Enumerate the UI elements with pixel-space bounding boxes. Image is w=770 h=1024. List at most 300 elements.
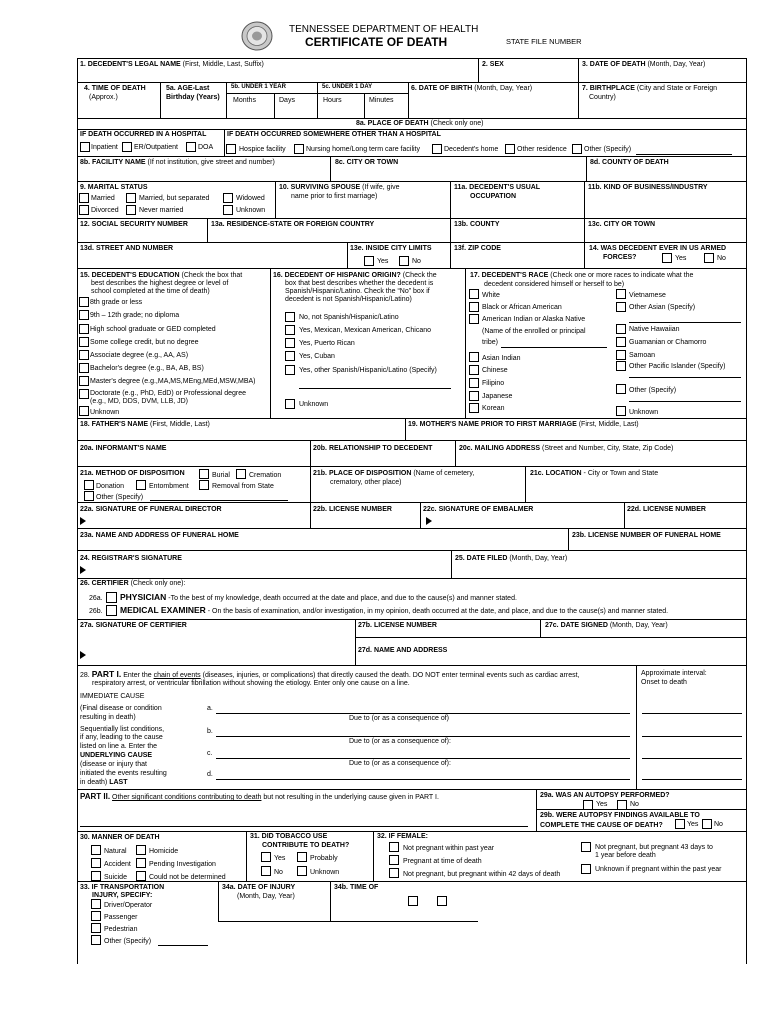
transport-option-label: Pedestrian xyxy=(104,926,138,933)
race-option-label: Filipino xyxy=(482,380,505,387)
interval-line-d[interactable] xyxy=(642,779,742,780)
row-line xyxy=(77,181,746,182)
edu-unknown-checkbox[interactable] xyxy=(79,406,89,416)
tobacco-no-label: No xyxy=(274,869,283,876)
days-label: Days xyxy=(279,97,295,104)
decedents-home-label: Decedent's home xyxy=(444,146,499,153)
pregnancy-none-checkbox[interactable] xyxy=(389,842,399,852)
divider xyxy=(355,619,356,665)
disposition-other-checkbox[interactable] xyxy=(84,491,94,501)
autopsy-no-label: No xyxy=(630,801,639,808)
field-19-label: 19. MOTHER'S NAME PRIOR TO FIRST MARRIAGE (First, Middle, Last) xyxy=(408,421,639,428)
signature-arrow-icon xyxy=(80,517,86,525)
race-japanese-checkbox[interactable] xyxy=(469,391,479,401)
divider xyxy=(207,218,208,242)
field-23b-label: 23b. LICENSE NUMBER OF FUNERAL HOME xyxy=(572,532,721,539)
tobacco-yes-checkbox[interactable] xyxy=(261,852,271,862)
city-limits-yes-checkbox[interactable] xyxy=(364,256,374,266)
race-option-label: Guamanian or Chamorro xyxy=(629,339,707,346)
field-13a-label: 13a. RESIDENCE-STATE OR FOREIGN COUNTRY xyxy=(211,221,375,228)
field-21c-label: 21c. LOCATION - City or Town and State xyxy=(530,470,659,477)
cause-line-d[interactable] xyxy=(216,779,630,780)
frame-left xyxy=(77,58,78,964)
row-line xyxy=(77,118,746,119)
row-line xyxy=(77,528,746,529)
field-11a-label: 11a. DECEDENT'S USUAL xyxy=(454,184,541,191)
divider xyxy=(224,129,225,156)
manner-suicide-checkbox[interactable] xyxy=(91,871,101,881)
widowed-label: Widowed xyxy=(236,195,265,202)
field-25-label: 25. DATE FILED (Month, Day, Year) xyxy=(455,555,568,562)
removal-checkbox[interactable] xyxy=(199,480,209,490)
removal-label: Removal from State xyxy=(212,483,274,490)
field-5a-label: 5a. AGE-Last xyxy=(166,85,210,92)
field-22d-label: 22d. LICENSE NUMBER xyxy=(627,506,706,513)
divider xyxy=(568,528,569,550)
line-b-label: b. xyxy=(207,728,213,735)
field-7-sub: Country) xyxy=(589,94,616,101)
field-23a-label: 23a. NAME AND ADDRESS OF FUNERAL HOME xyxy=(80,532,239,539)
medical-examiner-checkbox[interactable] xyxy=(106,605,117,616)
hisp-option-label: No, not Spanish/Hispanic/Latino xyxy=(299,314,399,321)
field-15-sub1: best describes the highest degree or level of xyxy=(91,280,229,287)
divorced-checkbox[interactable] xyxy=(79,205,89,215)
never-married-checkbox[interactable] xyxy=(126,205,136,215)
transport-driver-checkbox[interactable] xyxy=(91,899,101,909)
physician-checkbox[interactable] xyxy=(106,592,117,603)
hisp-option-label: Unknown xyxy=(299,401,329,408)
cremation-checkbox[interactable] xyxy=(236,469,246,479)
field-16-sub2: Spanish/Hispanic/Latino. Check the “No” box if xyxy=(285,288,430,295)
state-seal xyxy=(241,21,273,51)
medical-examiner-text: MEDICAL EXAMINER - On the basis of examination, and/or investigation, in my opinion, death occurred at the date, and place, and due to the cause(s) and manner stated. xyxy=(120,605,669,615)
race-other-line[interactable] xyxy=(629,401,741,402)
line-a-label: a. xyxy=(207,705,213,712)
inpatient-label: Inpatient xyxy=(91,144,118,151)
field-16-label: 16. DECEDENT OF HISPANIC ORIGIN? (Check the xyxy=(273,272,437,279)
race-tribe-line[interactable] xyxy=(501,347,607,348)
findings-yes-label: Yes xyxy=(687,821,699,828)
physician-text: PHYSICIAN -To the best of my knowledge, death occurred at the date and place, and due to the cause(s) and manner stated. xyxy=(120,592,517,602)
race-option-label: Unknown xyxy=(629,409,659,416)
race-asian-indian-checkbox[interactable] xyxy=(469,352,479,362)
race-option-label: Samoan xyxy=(629,352,656,359)
divider xyxy=(218,881,219,921)
other-place-checkbox[interactable] xyxy=(572,144,582,154)
findings-no-checkbox[interactable] xyxy=(702,819,712,829)
injury-time-am-checkbox[interactable] xyxy=(408,896,418,906)
pregnancy-42-days-checkbox[interactable] xyxy=(389,868,399,878)
burial-checkbox[interactable] xyxy=(199,469,209,479)
race-other-asian-line[interactable] xyxy=(629,322,741,323)
divider xyxy=(540,619,541,637)
divider xyxy=(584,181,585,218)
race-option-label: Other Asian (Specify) xyxy=(629,304,696,311)
doa-checkbox[interactable] xyxy=(186,142,196,152)
divider xyxy=(525,466,526,502)
divider xyxy=(270,268,271,418)
sequential-label-3: listed on line a. Enter the xyxy=(80,743,158,750)
race-option-label: Chinese xyxy=(482,367,508,374)
entombment-label: Entombment xyxy=(149,483,189,490)
pregnancy-43-days-checkbox[interactable] xyxy=(581,842,591,852)
row-line xyxy=(77,82,746,83)
tobacco-no-checkbox[interactable] xyxy=(261,866,271,876)
field-14-label: 14. WAS DECEDENT EVER IN US ARMED xyxy=(589,245,727,252)
field-29a-label: 29a. WAS AN AUTOPSY PERFORMED? xyxy=(540,792,670,799)
nursing-home-checkbox[interactable] xyxy=(294,144,304,154)
race-korean-checkbox[interactable] xyxy=(469,403,479,413)
part-2-line[interactable] xyxy=(80,826,528,827)
interval-line-c[interactable] xyxy=(642,758,742,759)
signature-arrow-icon xyxy=(80,651,86,659)
armed-forces-yes-checkbox[interactable] xyxy=(662,253,672,263)
race-american-indian-checkbox[interactable] xyxy=(469,314,479,324)
race-option-label: American Indian or Alaska Native xyxy=(482,316,586,323)
field-15-label: 15. DECEDENT'S EDUCATION (Check the box that xyxy=(80,272,243,279)
married-checkbox[interactable] xyxy=(79,193,89,203)
edu-doctorate-sub: (e.g., MD, DDS, DVM, LLB, JD) xyxy=(90,398,189,405)
findings-yes-checkbox[interactable] xyxy=(675,819,685,829)
race-option-label: Asian Indian xyxy=(482,355,521,362)
manner-natural-label: Natural xyxy=(104,848,127,855)
manner-natural-checkbox[interactable] xyxy=(91,845,101,855)
row-line xyxy=(77,466,746,467)
line-d-label: d. xyxy=(207,771,213,778)
race-option-label: Other (Specify) xyxy=(629,387,677,394)
underlying-sub1: (disease or injury that xyxy=(80,761,147,768)
field-34a-sub: (Month, Day, Year) xyxy=(237,893,295,900)
field-22b-label: 22b. LICENSE NUMBER xyxy=(313,506,392,513)
tobacco-probably-label: Probably xyxy=(310,855,338,862)
signature-arrow-icon xyxy=(426,517,432,525)
race-option-label: Other Pacific Islander (Specify) xyxy=(629,363,726,370)
burial-label: Burial xyxy=(212,472,230,479)
row-line xyxy=(77,268,746,269)
edu-bachelor-checkbox[interactable] xyxy=(79,363,89,373)
married-separated-checkbox[interactable] xyxy=(126,193,136,203)
race-hawaiian-checkbox[interactable] xyxy=(616,324,626,334)
field-34a-label: 34a. DATE OF INJURY xyxy=(222,884,296,891)
field-30-label: 30. MANNER OF DEATH xyxy=(80,834,160,841)
field-20a-label: 20a. INFORMANT'S NAME xyxy=(80,445,167,452)
edu-master-checkbox[interactable] xyxy=(79,376,89,386)
field-5a-sub: Birthday (Years) xyxy=(166,94,220,101)
pregnancy-option-label: Not pregnant, but pregnant within 42 days of death xyxy=(403,871,561,878)
divider xyxy=(465,268,466,418)
field-13b-label: 13b. COUNTY xyxy=(454,221,500,228)
manner-accident-checkbox[interactable] xyxy=(91,858,101,868)
divider xyxy=(330,156,331,181)
divider xyxy=(160,82,161,118)
other-place-line[interactable] xyxy=(636,154,732,155)
decedents-home-checkbox[interactable] xyxy=(432,144,442,154)
underlying-cause-label: UNDERLYING CAUSE xyxy=(80,752,153,759)
minutes-label: Minutes xyxy=(369,97,394,104)
edu-doctorate-checkbox[interactable] xyxy=(79,389,89,399)
divider xyxy=(584,218,585,242)
married-label: Married xyxy=(91,195,115,202)
divider xyxy=(408,82,409,118)
divider xyxy=(420,502,421,528)
race-guamanian-checkbox[interactable] xyxy=(616,337,626,347)
divider xyxy=(455,440,456,466)
race-other-pacific-checkbox[interactable] xyxy=(616,361,626,371)
field-21a-label: 21a. METHOD OF DISPOSITION xyxy=(80,470,185,477)
field-26-label: 26. CERTIFIER (Check only one): xyxy=(80,580,186,587)
divider xyxy=(246,831,247,881)
entombment-checkbox[interactable] xyxy=(136,480,146,490)
transport-passenger-checkbox[interactable] xyxy=(91,911,101,921)
row-line xyxy=(77,619,746,620)
hisp-other-line[interactable] xyxy=(299,388,451,389)
field-27b-label: 27b. LICENSE NUMBER xyxy=(358,622,437,629)
months-label: Months xyxy=(233,97,256,104)
field-12-label: 12. SOCIAL SECURITY NUMBER xyxy=(80,221,188,228)
race-tribe-note-1: (Name of the enrolled or principal xyxy=(482,328,586,335)
manner-undetermined-label: Could not be determined xyxy=(149,874,226,881)
edu-hs-checkbox[interactable] xyxy=(79,324,89,334)
injury-time-pm-checkbox[interactable] xyxy=(437,896,447,906)
race-chinese-checkbox[interactable] xyxy=(469,365,479,375)
field-8c-label: 8c. CITY OR TOWN xyxy=(335,159,399,166)
department-name: TENNESSEE DEPARTMENT OF HEALTH xyxy=(289,24,479,35)
interval-line-b[interactable] xyxy=(642,736,742,737)
race-other-pacific-line[interactable] xyxy=(629,377,741,378)
divider xyxy=(584,242,585,268)
er-outpatient-label: ER/Outpatient xyxy=(134,144,178,151)
marital-unknown-label: Unknown xyxy=(236,207,266,214)
cremation-label: Cremation xyxy=(249,472,282,479)
cause-line-a[interactable] xyxy=(216,713,630,714)
other-residence-label: Other residence xyxy=(517,146,567,153)
field-17-label: 17. DECEDENT'S RACE (Check one or more races to indicate what the xyxy=(470,272,694,279)
field-27d-label: 27d. NAME AND ADDRESS xyxy=(358,647,448,654)
divider xyxy=(310,440,311,466)
sub-line xyxy=(355,637,746,638)
transport-option-label: Driver/Operator xyxy=(104,902,153,909)
row-line xyxy=(77,218,746,219)
divider xyxy=(274,93,275,118)
widowed-checkbox[interactable] xyxy=(223,193,233,203)
disposition-other-label: Other (Specify) xyxy=(96,494,144,501)
race-option-label: Black or African American xyxy=(482,304,562,311)
immediate-cause-sub1: (Final disease or condition xyxy=(80,705,162,712)
edu-some-college-checkbox[interactable] xyxy=(79,337,89,347)
field-29b-sub: COMPLETE THE CAUSE OF DEATH? xyxy=(540,822,663,829)
manner-homicide-label: Homicide xyxy=(149,848,179,855)
field-32-label: 32. IF FEMALE: xyxy=(377,833,428,840)
divider xyxy=(310,466,311,502)
field-5b-label: 5b. UNDER 1 YEAR xyxy=(231,84,286,90)
city-limits-yes-label: Yes xyxy=(377,258,389,265)
hisp-option-label: Yes, Mexican, Mexican American, Chicano xyxy=(299,327,432,334)
transport-pedestrian-checkbox[interactable] xyxy=(91,923,101,933)
field-29b-label: 29b. WERE AUTOPSY FINDINGS AVAILABLE TO xyxy=(540,812,700,819)
armed-forces-yes-label: Yes xyxy=(675,255,687,262)
pregnancy-option-sub: 1 year before death xyxy=(595,852,656,859)
hisp-cuban-checkbox[interactable] xyxy=(285,351,295,361)
field-21b-label: 21b. PLACE OF DISPOSITION (Name of cemetery, xyxy=(313,470,475,477)
due-to-label: Due to (or as a consequence of): xyxy=(349,760,451,767)
cause-line-c[interactable] xyxy=(216,758,630,759)
race-other-checkbox[interactable] xyxy=(616,384,626,394)
field-15-sub2: school completed at the time of death) xyxy=(91,288,210,295)
tobacco-unknown-label: Unknown xyxy=(310,869,340,876)
race-option-label: White xyxy=(482,292,500,299)
row-line xyxy=(77,789,746,790)
married-separated-label: Married, but separated xyxy=(139,195,210,202)
row-line xyxy=(77,418,746,419)
hisp-option-label: Yes, Cuban xyxy=(299,353,335,360)
race-black-checkbox[interactable] xyxy=(469,302,479,312)
field-31-sub: CONTRIBUTE TO DEATH? xyxy=(262,842,350,849)
row-line xyxy=(77,156,746,157)
field-10-sub: name prior to first marriage) xyxy=(291,193,378,200)
immediate-cause-sub2: resulting in death) xyxy=(80,714,136,721)
row-line xyxy=(77,550,746,551)
hospital-heading: IF DEATH OCCURRED IN A HOSPITAL xyxy=(80,131,207,138)
pregnancy-at-death-checkbox[interactable] xyxy=(389,855,399,865)
divider xyxy=(636,665,637,789)
divider xyxy=(586,156,587,181)
pregnancy-option-label: Not pregnant, but pregnant 43 days to xyxy=(595,844,713,851)
marital-unknown-checkbox[interactable] xyxy=(223,205,233,215)
edu-option-label: High school graduate or GED completed xyxy=(90,326,216,333)
divider xyxy=(310,502,311,528)
field-27a-label: 27a. SIGNATURE OF CERTIFIER xyxy=(80,622,187,629)
hisp-other-checkbox[interactable] xyxy=(285,365,295,375)
pregnancy-unknown-checkbox[interactable] xyxy=(581,864,591,874)
sub-line xyxy=(218,921,478,922)
hospice-label: Hospice facility xyxy=(239,146,286,153)
field-10-label: 10. SURVIVING SPOUSE (If wife, give xyxy=(279,184,400,191)
tobacco-yes-label: Yes xyxy=(274,855,286,862)
divider xyxy=(578,58,579,82)
nursing-home-label: Nursing home/Long term care facility xyxy=(306,146,420,153)
certificate-title: CERTIFICATE OF DEATH xyxy=(305,35,448,49)
field-6-label: 6. DATE OF BIRTH (Month, Day, Year) xyxy=(411,85,533,92)
hisp-mexican-checkbox[interactable] xyxy=(285,325,295,335)
due-to-label: Due to (or as a consequence of) xyxy=(349,715,450,722)
hospice-checkbox[interactable] xyxy=(226,144,236,154)
hisp-no-checkbox[interactable] xyxy=(285,312,295,322)
divider xyxy=(624,502,625,528)
transport-other-line[interactable] xyxy=(158,945,208,946)
field-22c-label: 22c. SIGNATURE OF EMBALMER xyxy=(423,506,534,513)
field-3-label: 3. DATE OF DEATH (Month, Day, Year) xyxy=(582,61,706,68)
manner-homicide-checkbox[interactable] xyxy=(136,845,146,855)
signature-arrow-icon xyxy=(80,566,86,574)
sub-line xyxy=(536,809,746,810)
field-11b-label: 11b. KIND OF BUSINESS/INDUSTRY xyxy=(588,184,708,191)
pregnancy-option-label: Unknown if pregnant within the past year xyxy=(595,866,722,873)
edu-option-label: Some college credit, but no degree xyxy=(90,339,199,346)
edu-8th-checkbox[interactable] xyxy=(79,297,89,307)
frame-top xyxy=(77,58,746,59)
manner-pending-label: Pending Investigation xyxy=(149,861,216,868)
field-5c-label: 5c. UNDER 1 DAY xyxy=(322,84,373,90)
manner-undetermined-checkbox[interactable] xyxy=(136,871,146,881)
hisp-unknown-checkbox[interactable] xyxy=(285,399,295,409)
inpatient-checkbox[interactable] xyxy=(80,142,90,152)
race-white-checkbox[interactable] xyxy=(469,289,479,299)
divider xyxy=(450,242,451,268)
cause-line-b[interactable] xyxy=(216,736,630,737)
line-c-label: c. xyxy=(207,750,213,757)
divider xyxy=(450,181,451,218)
hisp-puerto-rican-checkbox[interactable] xyxy=(285,338,295,348)
other-residence-checkbox[interactable] xyxy=(505,144,515,154)
hisp-option-label: Yes, other Spanish/Hispanic/Latino (Specify) xyxy=(299,367,437,374)
city-limits-no-checkbox[interactable] xyxy=(399,256,409,266)
tobacco-unknown-checkbox[interactable] xyxy=(297,866,307,876)
race-filipino-checkbox[interactable] xyxy=(469,378,479,388)
divider xyxy=(330,881,331,921)
part-2-heading: PART II. Other significant conditions contributing to death but not resulting in the underlying cause given in PART I. xyxy=(80,792,439,801)
race-option-label: Native Hawaiian xyxy=(629,326,680,333)
transport-option-label: Passenger xyxy=(104,914,138,921)
race-other-asian-checkbox[interactable] xyxy=(616,302,626,312)
field-27c-label: 27c. DATE SIGNED (Month, Day, Year) xyxy=(545,622,668,629)
divider xyxy=(578,82,579,118)
race-samoan-checkbox[interactable] xyxy=(616,350,626,360)
divider xyxy=(364,93,365,118)
field-21b-sub: crematory, other place) xyxy=(330,479,402,486)
field-33-sub: INJURY, SPECIFY: xyxy=(92,892,153,899)
field-8b-label: 8b. FACILITY NAME (If not institution, give street and number) xyxy=(80,159,275,166)
armed-forces-no-checkbox[interactable] xyxy=(704,253,714,263)
other-place-heading: IF DEATH OCCURRED SOMEWHERE OTHER THAN A HOSPITAL xyxy=(227,131,441,138)
divider xyxy=(478,58,479,82)
manner-pending-checkbox[interactable] xyxy=(136,858,146,868)
donation-checkbox[interactable] xyxy=(84,480,94,490)
disposition-other-line[interactable] xyxy=(150,500,288,501)
field-1-label: 1. DECEDENT'S LEGAL NAME (First, Middle, Last, Suffix) xyxy=(80,61,264,68)
field-7-label: 7. BIRTHPLACE (City and State or Foreign xyxy=(582,85,717,92)
field-13d-label: 13d. STREET AND NUMBER xyxy=(80,245,174,252)
divider xyxy=(317,82,318,118)
divider xyxy=(405,418,406,440)
field-9-label: 9. MARITAL STATUS xyxy=(80,184,148,191)
field-13c-label: 13c. CITY OR TOWN xyxy=(588,221,656,228)
field-31-label: 31. DID TOBACCO USE xyxy=(250,833,328,840)
edu-associate-checkbox[interactable] xyxy=(79,350,89,360)
field-26b-label: 26b. xyxy=(89,608,103,615)
er-outpatient-checkbox[interactable] xyxy=(122,142,132,152)
interval-line-a[interactable] xyxy=(642,713,742,714)
hisp-option-label: Yes, Puerto Rican xyxy=(299,340,355,347)
field-18-label: 18. FATHER'S NAME (First, Middle, Last) xyxy=(80,421,210,428)
field-20b-label: 20b. RELATIONSHIP TO DECEDENT xyxy=(313,445,433,452)
sequential-label-2: if any, leading to the cause xyxy=(80,734,163,741)
part-1-heading: 28. PART I. Enter the chain of events (diseases, injuries, or complications) that directly caused the death. DO NOT enter terminal events such as cardiac arrest, xyxy=(80,669,580,679)
state-file-number-label: STATE FILE NUMBER xyxy=(506,37,582,46)
edu-9-12-checkbox[interactable] xyxy=(79,310,89,320)
edu-option-label: 9th – 12th grade; no diploma xyxy=(90,312,180,319)
field-26a-label: 26a. xyxy=(89,595,103,602)
race-unknown-checkbox[interactable] xyxy=(616,406,626,416)
pregnancy-option-label: Not pregnant within past year xyxy=(403,845,495,852)
edu-option-label: Master's degree (e.g.,MA,MS,MEng,MEd,MSW,MBA) xyxy=(90,378,256,385)
autopsy-yes-label: Yes xyxy=(596,801,608,808)
row-line xyxy=(77,502,746,503)
transport-other-checkbox[interactable] xyxy=(91,935,101,945)
manner-accident-label: Accident xyxy=(104,861,131,868)
race-vietnamese-checkbox[interactable] xyxy=(616,289,626,299)
edu-option-label: Doctorate (e.g., PhD, EdD) or Professional degree xyxy=(90,390,247,397)
tobacco-probably-checkbox[interactable] xyxy=(297,852,307,862)
